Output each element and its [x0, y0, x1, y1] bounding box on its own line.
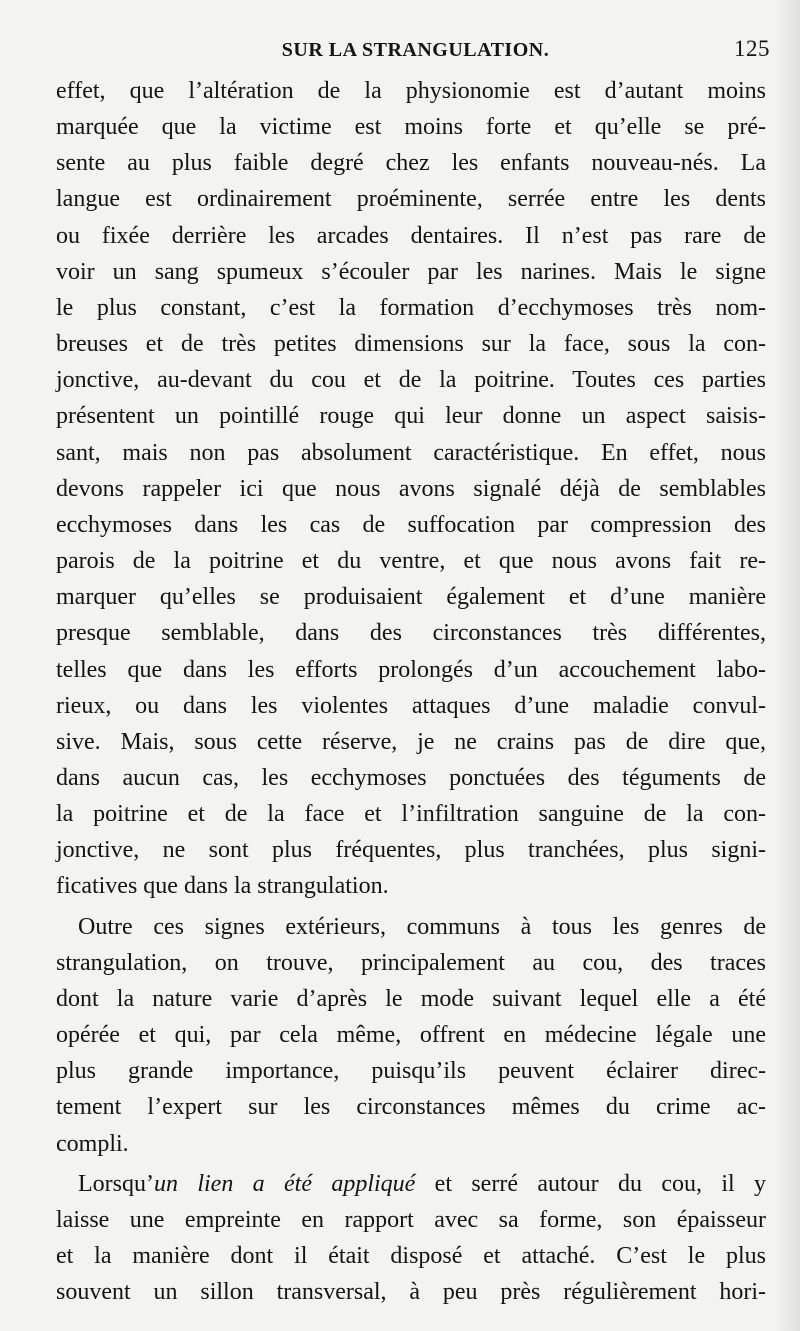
text-line: plus grande importance, puisqu’ils peuvent éclairer direc-: [56, 1058, 766, 1085]
text-line: telles que dans les efforts prolongés d’un accouchement labo-: [56, 656, 766, 683]
text-line: ecchymoses dans les cas de suffocation par compression des: [56, 511, 766, 538]
text-line: ficatives que dans la strangulation.: [56, 873, 389, 900]
text-fragment: Lorsqu’: [78, 1170, 154, 1197]
text-line: devons rappeler ici que nous avons signalé déjà de semblables: [56, 475, 766, 502]
text-line: parois de la poitrine et du ventre, et que nous avons fait re-: [56, 548, 766, 575]
text-line: le plus constant, c’est la formation d’ecchymoses très nom-: [56, 294, 766, 321]
text-line: sive. Mais, sous cette réserve, je ne crains pas de dire que,: [56, 728, 766, 755]
paragraph-3: [56, 1166, 766, 1311]
text-line: effet, que l’altération de la physionomie est d’autant moins: [56, 78, 766, 104]
paragraph-1: [56, 73, 766, 905]
paragraph-2: [56, 909, 766, 1162]
text-line: jonctive, au-devant du cou et de la poitrine. Toutes ces parties: [56, 367, 766, 394]
text-line: Outre ces signes extérieurs, communs à tous les genres de: [78, 913, 766, 940]
page-number: 125: [734, 36, 770, 61]
text-line: presque semblable, dans des circonstances très différentes,: [56, 620, 766, 647]
text-line: marquée que la victime est moins forte et qu’elle se pré-: [56, 114, 766, 141]
text-line-with-italic: [56, 1166, 766, 1202]
text-line: tement l’expert sur les circonstances mêmes du crime ac-: [56, 1094, 766, 1121]
text-line: sant, mais non pas absolument caractéristique. En effet, nous: [56, 439, 766, 466]
text-line: la poitrine et de la face et l’infiltration sanguine de la con-: [56, 801, 766, 828]
page-edge-shadow: [774, 0, 800, 1331]
main-text: [56, 73, 766, 1310]
running-head-title: SUR LA STRANGULATION.: [281, 39, 550, 61]
text-line: dont la nature varie d’après le mode suivant lequel elle a été: [56, 985, 766, 1012]
text-line: strangulation, on trouve, principalement au cou, des traces: [56, 949, 766, 976]
text-fragment: et serré autour du cou, il y: [415, 1170, 767, 1197]
text-line: marquer qu’elles se produisaient également et d’une manière: [56, 584, 766, 611]
text-line: ou fixée derrière les arcades dentaires. Il n’est pas rare de: [56, 222, 766, 249]
text-line: jonctive, ne sont plus fréquentes, plus tranchées, plus signi-: [56, 837, 766, 864]
italic-fragment: un lien a été appliqué: [153, 1170, 416, 1197]
text-line: sente au plus faible degré chez les enfants nouveau-nés. La: [56, 150, 766, 177]
text-line: présentent un pointillé rouge qui leur donne un aspect saisis-: [56, 403, 766, 430]
text-line: compli.: [56, 1130, 129, 1157]
text-line: laisse une empreinte en rapport avec sa forme, son épaisseur: [56, 1206, 766, 1233]
text-line: rieux, ou dans les violentes attaques d’une maladie convul-: [56, 692, 766, 719]
text-line: souvent un sillon transversal, à peu près régulièrement hori-: [56, 1279, 766, 1306]
text-line: langue est ordinairement proéminente, serrée entre les dents: [56, 186, 766, 213]
running-head: [48, 28, 770, 62]
text-line: dans aucun cas, les ecchymoses ponctuées des téguments de: [56, 764, 766, 791]
text-line: et la manière dont il était disposé et attaché. C’est le plus: [56, 1243, 766, 1269]
text-line: breuses et de très petites dimensions sur la face, sous la con-: [56, 331, 766, 358]
text-line: voir un sang spumeux s’écouler par les narines. Mais le signe: [56, 258, 766, 285]
text-line: opérée et qui, par cela même, offrent en médecine légale une: [56, 1022, 766, 1049]
